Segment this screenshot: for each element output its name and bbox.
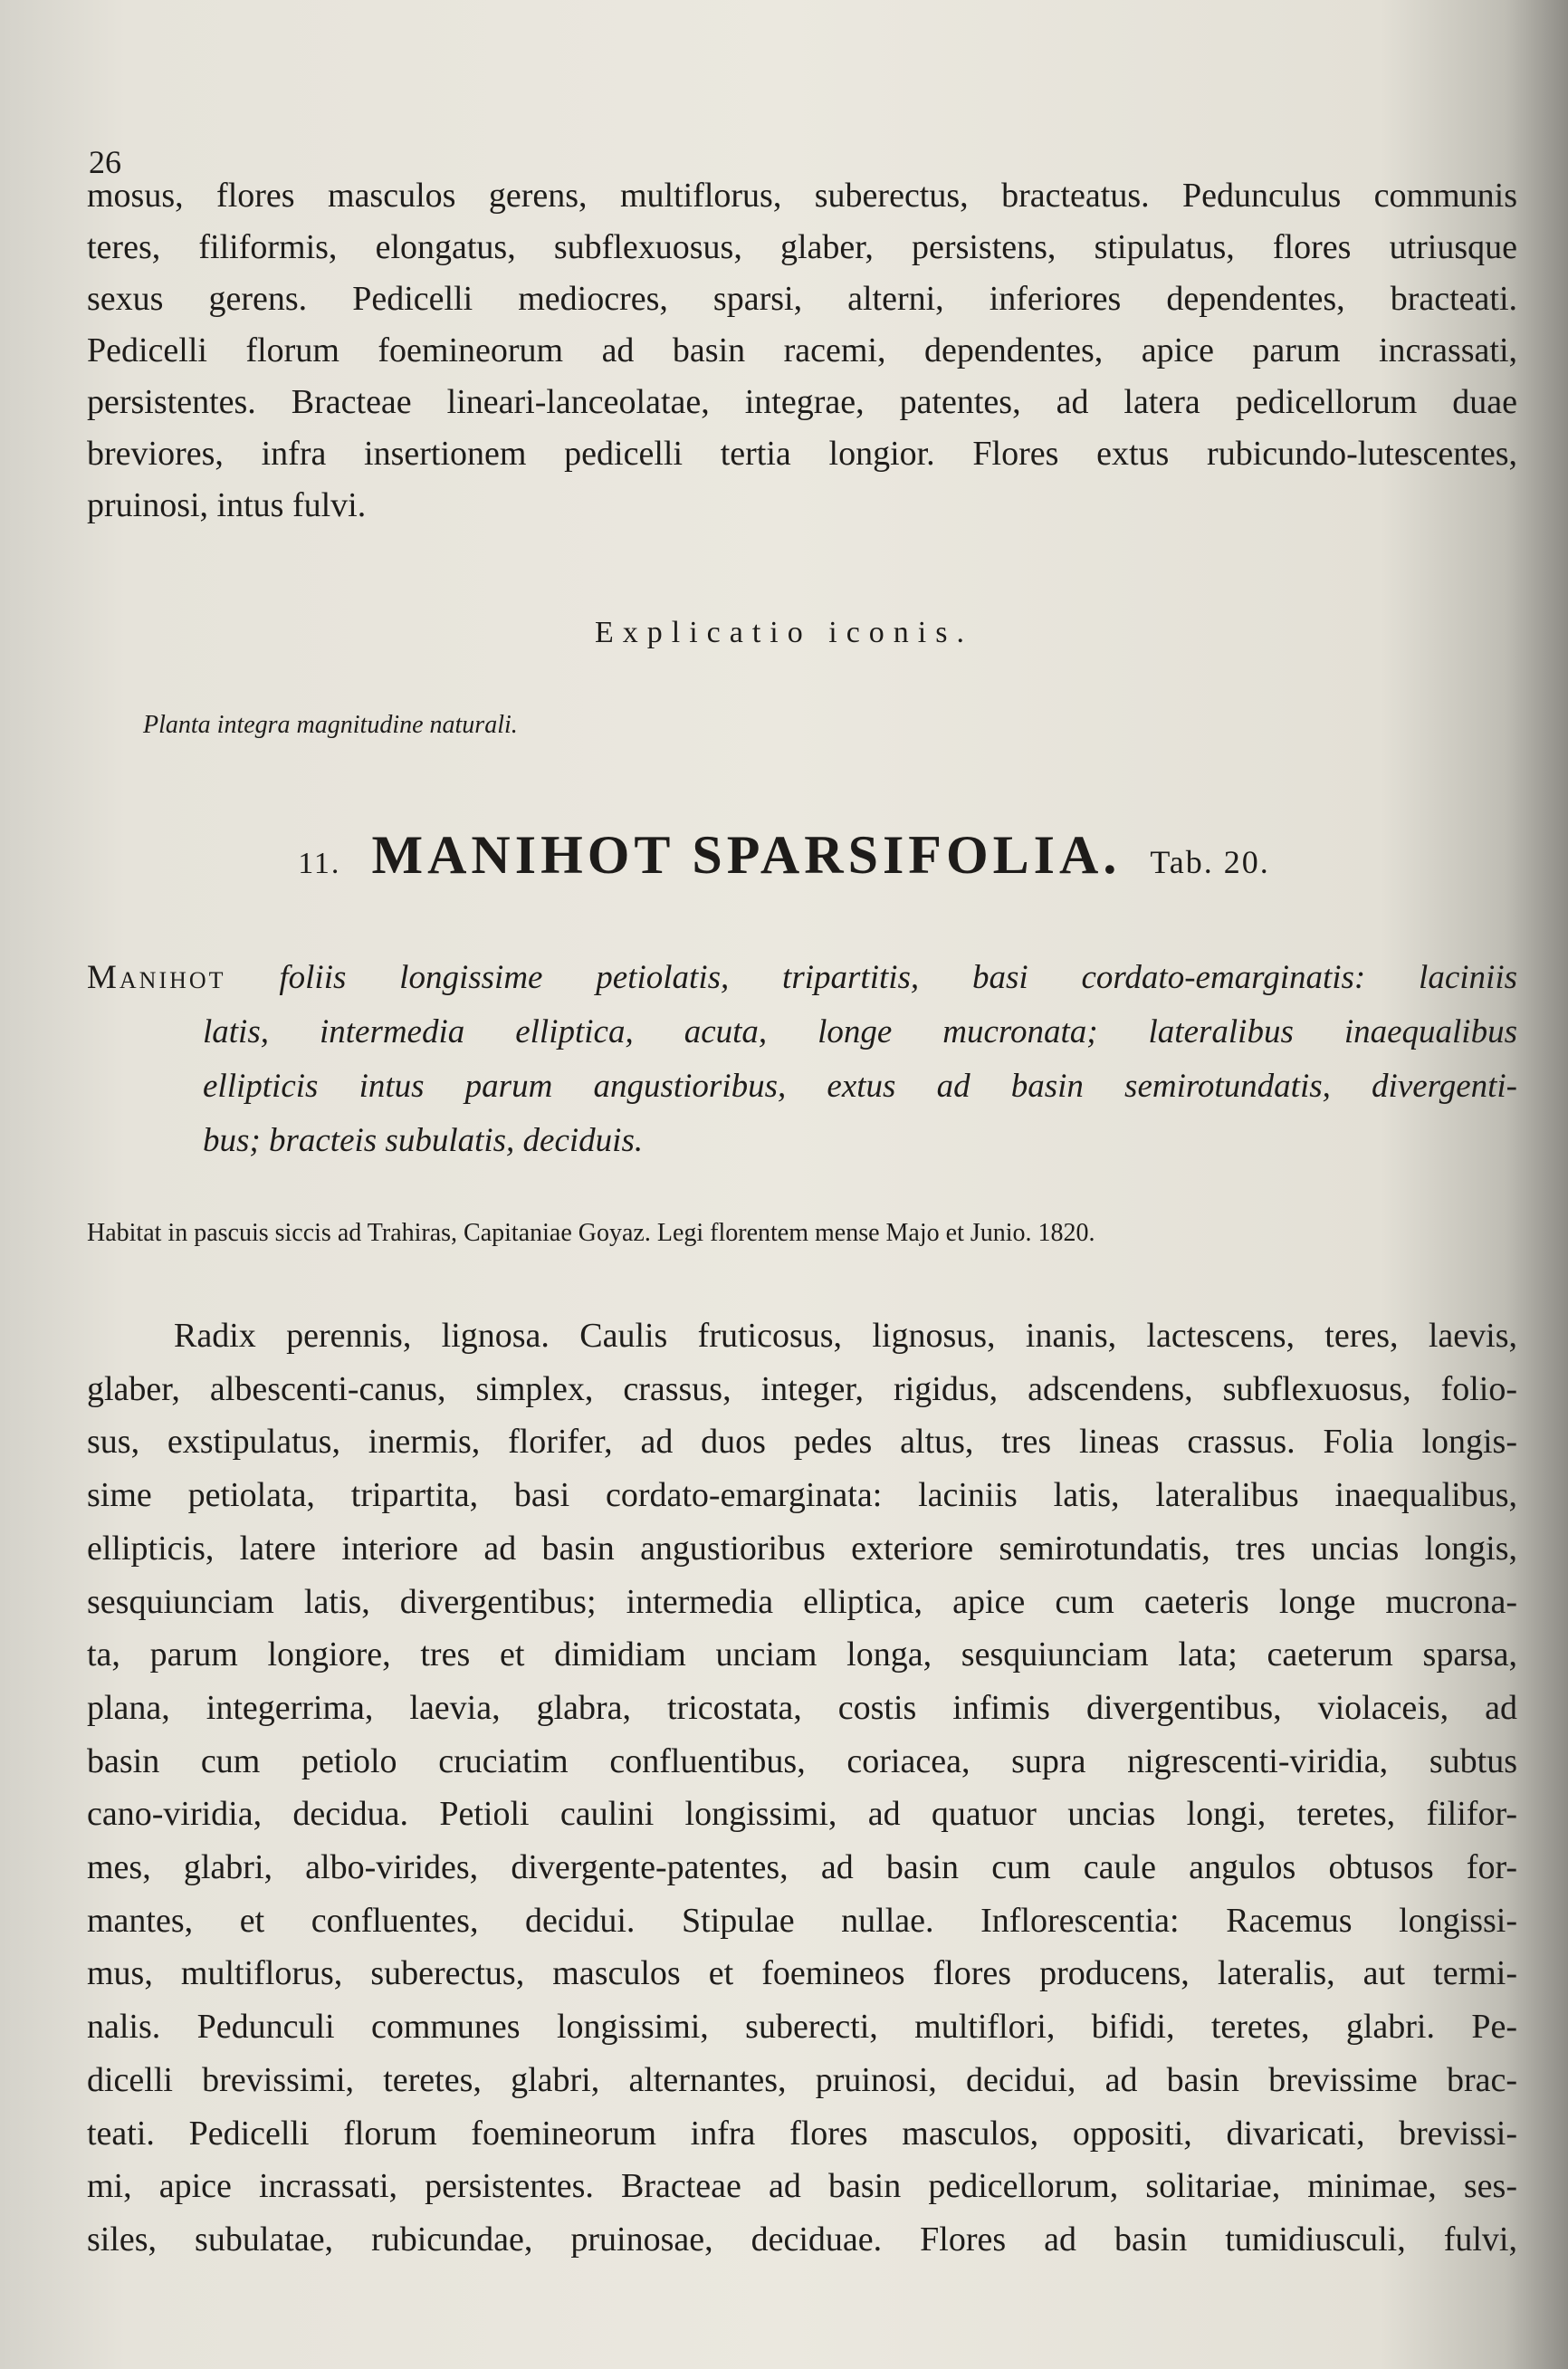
diagnosis-line: latis, intermedia elliptica, acuta, longe mucronata; lateralibus inaequalibus (203, 1013, 1517, 1050)
text-line: dicelli brevissimi, teretes, glabri, alternantes, pruinosi, decidui, ad basin brevissime brac- (87, 2060, 1517, 2099)
text-line: teres, filiformis, elongatus, subflexuosus, glaber, persistens, stipulatus, flores utriusque (87, 228, 1517, 266)
text-line: mi, apice incrassati, persistentes. Bracteae ad basin pedicellorum, solitariae, minimae, ses- (87, 2167, 1517, 2206)
plate-caption: Planta integra magnitudine naturali. (143, 711, 518, 739)
text-line: siles, subulatae, rubicundae, pruinosae, deciduae. Flores ad basin tumidiusculi, fulvi, (87, 2220, 1517, 2259)
page-number: 26 (89, 144, 121, 180)
species-description (87, 1309, 1517, 2267)
text-line: sexus gerens. Pedicelli mediocres, sparsi, alterni, inferiores dependentes, bracteati. (87, 280, 1517, 318)
text-line: mantes, et confluentes, decidui. Stipulae nullae. Inflorescentia: Racemus longissi- (87, 1901, 1517, 1940)
species-title (0, 824, 1568, 887)
text-line: breviores, infra insertionem pedicelli tertia longior. Flores extus rubicundo-lutescentes, (87, 435, 1517, 473)
text-line: mes, glabri, albo-virides, divergente-patentes, ad basin cum caule angulos obtusos for- (87, 1848, 1517, 1887)
table-reference: Tab. 20. (1150, 844, 1270, 880)
text-line: basin cum petiolo cruciatim confluentibus, coriacea, supra nigrescenti-viridia, subtus (87, 1741, 1517, 1780)
genus-label: Manihot (87, 959, 226, 996)
text-line: sus, exstipulatus, inermis, florifer, ad duos pedes altus, tres lineas crassus. Folia longis- (87, 1423, 1517, 1462)
text-line: mosus, flores masculos gerens, multiflorus, suberectus, bracteatus. Pedunculus communis (87, 177, 1517, 215)
species-name: MANIHOT SPARSIFOLIA. (371, 825, 1122, 885)
diagnosis-text: foliis longissime petiolatis, tripartitis, basi cordato-emarginatis: laciniis (279, 959, 1517, 996)
text-line: sesquiunciam latis, divergentibus; intermedia elliptica, apice cum caeteris longe mucrona- (87, 1582, 1517, 1621)
text-line: teati. Pedicelli florum foemineorum infra flores masculos, oppositi, divaricati, brevissi- (87, 2114, 1517, 2153)
explicatio-heading: Explicatio iconis. (595, 616, 973, 649)
text-line: persistentes. Bracteae lineari-lanceolatae, integrae, patentes, ad latera pedicellorum duae (87, 383, 1517, 421)
text-line: sime petiolata, tripartita, basi cordato-emarginata: laciniis latis, lateralibus inaequalibus, (87, 1476, 1517, 1515)
text-line: Radix perennis, lignosa. Caulis fruticosus, lignosus, inanis, lactescens, teres, laevis, (174, 1317, 1517, 1355)
text-line: mus, multiflorus, suberectus, masculos et foemineos flores producens, lateralis, aut termi- (87, 1954, 1517, 1993)
diagnosis-line: ellipticis intus parum angustioribus, extus ad basin semirotundatis, divergenti- (203, 1068, 1517, 1105)
text-line: cano-viridia, decidua. Petioli caulini longissimi, ad quatuor uncias longi, teretes, filifor- (87, 1795, 1517, 1834)
text-line: glaber, albescenti-canus, simplex, crassus, integer, rigidus, adscendens, subflexuosus, folio- (87, 1369, 1517, 1408)
text-line: ta, parum longiore, tres et dimidiam unciam longa, sesquiunciam lata; caeterum sparsa, (87, 1635, 1517, 1674)
text-line: nalis. Pedunculi communes longissimi, suberecti, multiflori, bifidi, teretes, glabri. Pe- (87, 2008, 1517, 2047)
species-diagnosis (87, 951, 1517, 1168)
diagnosis-line: bus; bracteis subulatis, deciduis. (203, 1122, 644, 1159)
text-line: Pedicelli florum foemineorum ad basin racemi, dependentes, apice parum incrassati, (87, 331, 1517, 369)
species-number: 11. (298, 847, 341, 880)
diagnosis-line (87, 951, 1517, 1005)
text-line: plana, integerrima, laevia, glabra, tricostata, costis infimis divergentibus, violaceis, ad (87, 1688, 1517, 1727)
continued-description-paragraph (87, 170, 1517, 532)
text-line: pruinosi, intus fulvi. (87, 486, 367, 524)
text-line: ellipticis, latere interiore ad basin angustioribus exteriore semirotundatis, tres uncias longis, (87, 1529, 1517, 1568)
habitat-note: Habitat in pascuis siccis ad Trahiras, Capitaniae Goyaz. Legi florentem mense Majo et Junio. 1820. (87, 1219, 1095, 1247)
